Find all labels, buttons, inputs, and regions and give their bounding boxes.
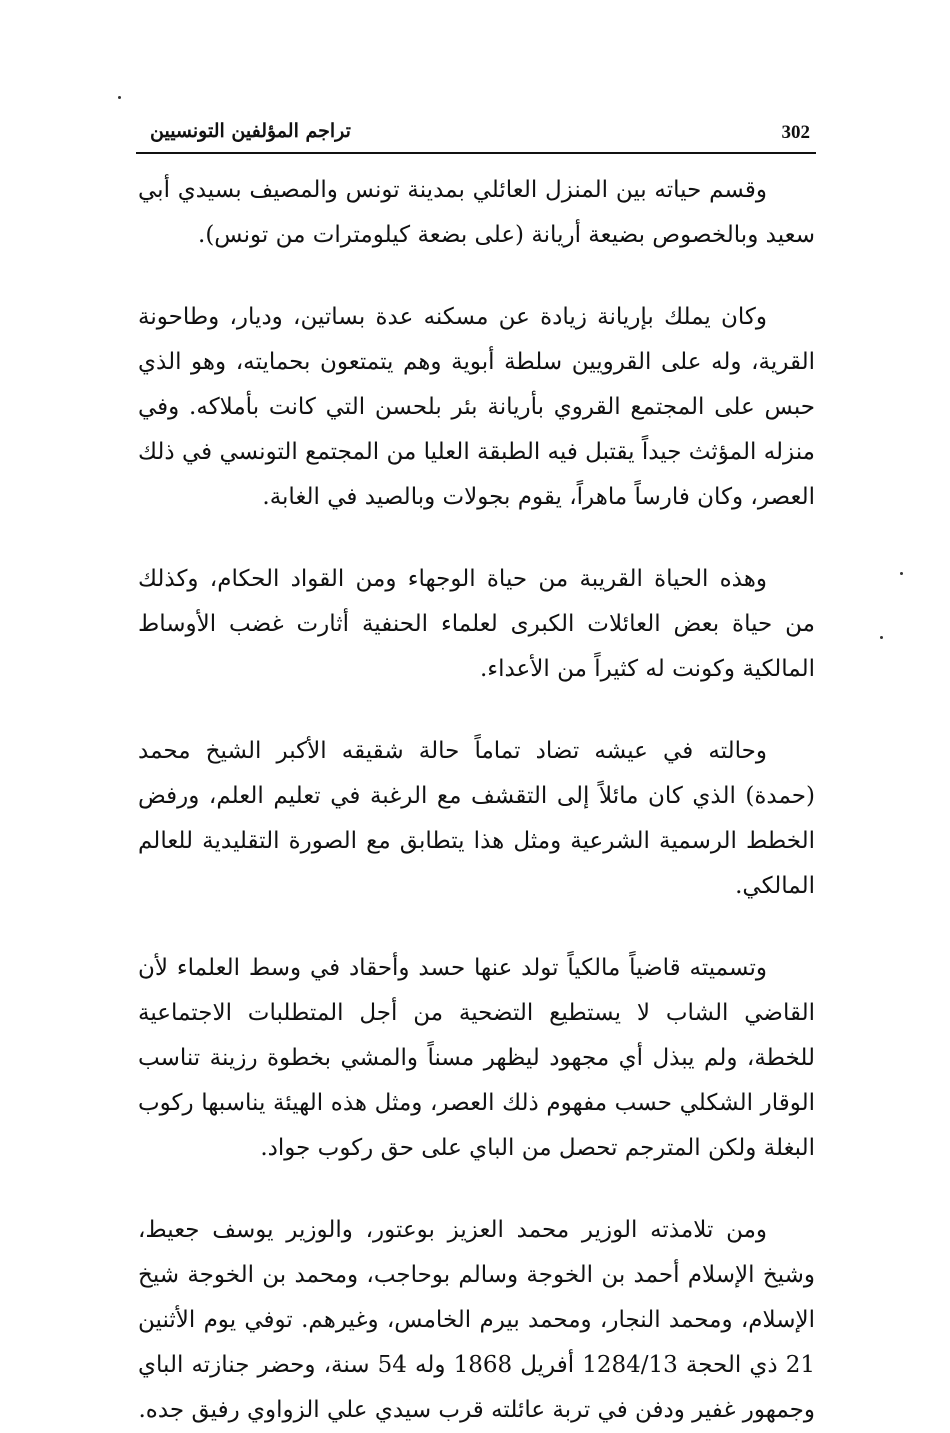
body-text — [138, 168, 815, 1433]
paragraph: ومن تلامذته الوزير محمد العزيز بوعتور، والوزير يوسف جعيط، وشيخ الإسلام أحمد بن الخوجة وسالم بوحاجب، ومحمد بن الخوجة شيخ الإسلام، ومحمد النجار، ومحمد بيرم الخامس، وغيرهم. توفي يوم الأثنين 21 ذي الحجة 1284/13 أفريل 1868 وله 54 سنة، وحضر جنازته الباي وجمهور غفير ودفن في تربة عائلته قرب سيدي علي الزواوي رفيق جده. — [138, 1217, 815, 1423]
scan-speck — [880, 636, 883, 639]
paragraph: وحالته في عيشه تضاد تماماً حالة شقيقه الأكبر الشيخ محمد (حمدة) الذي كان مائلاً إلى التقشف مع الرغبة في تعليم العلم، ورفض الخطط الرسمية الشرعية ومثل هذا يتطابق مع الصورة التقليدية للعالم المالكي. — [138, 738, 815, 899]
scan-speck — [118, 96, 121, 99]
running-title: تراجم المؤلفين التونسيين — [150, 120, 351, 142]
scan-speck — [900, 572, 903, 575]
paragraph: وتسميته قاضياً مالكياً تولد عنها حسد وأحقاد في وسط العلماء لأن القاضي الشاب لا يستطيع التضحية من أجل المتطلبات الاجتماعية للخطة، ولم يبذل أي مجهود ليظهر مسناً والمشي بخطوة رزينة تناسب الوقار الشكلي حسب مفهوم ذلك العصر، ومثل هذه الهيئة يناسبها ركوب البغلة ولكن المترجم تحصل من الباي على حق ركوب جواد. — [138, 955, 815, 1161]
paragraph: وكان يملك بإريانة زيادة عن مسكنه عدة بساتين، وديار، وطاحونة القرية، وله على القرويين سلطة أبوية وهم يتمتعون بحمايته، وهو الذي حبس على المجتمع القروي بأريانة بئر بلحسن التي كانت بأملاكه. وفي منزله المؤثث جيداً يقتبل فيه الطبقة العليا من المجتمع التونسي في ذلك العصر، وكان فارساً ماهراً، يقوم بجولات وبالصيد في الغابة. — [138, 304, 815, 510]
paragraph: وهذه الحياة القريبة من حياة الوجهاء ومن القواد الحكام، وكذلك من حياة بعض العائلات الكبرى لعلماء الحنفية أثارت غضب الأوساط المالكية وكونت له كثيراً من الأعداء. — [138, 566, 815, 682]
page-header — [136, 118, 816, 154]
paragraph: وقسم حياته بين المنزل العائلي بمدينة تونس والمصيف بسيدي أبي سعيد وبالخصوص بضيعة أريانة (على بضعة كيلومترات من تونس). — [138, 177, 815, 248]
page-number: 302 — [781, 122, 810, 143]
